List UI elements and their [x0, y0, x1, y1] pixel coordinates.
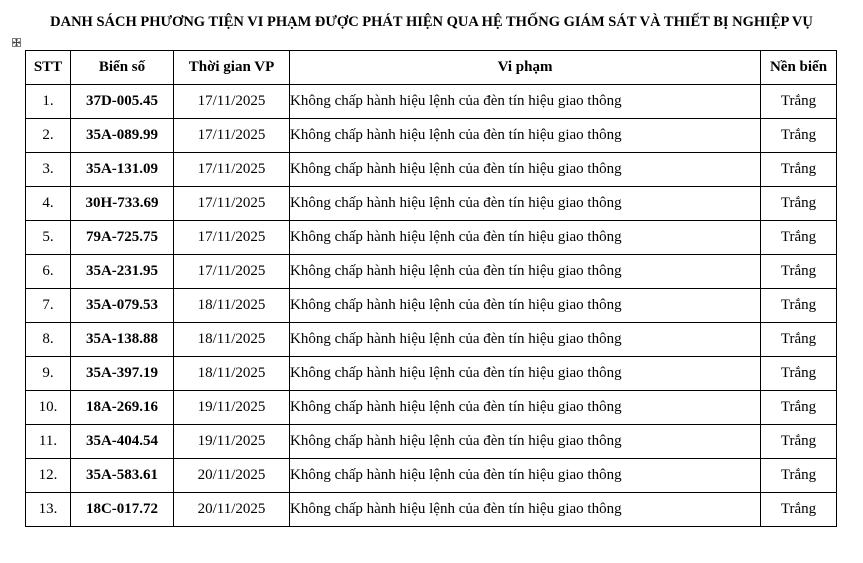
cell-stt: 2.	[26, 119, 71, 153]
table-row	[26, 459, 837, 493]
table-row	[26, 425, 837, 459]
table-row	[26, 85, 837, 119]
move-arrows-icon	[13, 39, 20, 46]
cell-stt: 5.	[26, 221, 71, 255]
cell-stt: 8.	[26, 323, 71, 357]
table-row	[26, 153, 837, 187]
table-row	[26, 289, 837, 323]
document-title: DANH SÁCH PHƯƠNG TIỆN VI PHẠM ĐƯỢC PHÁT HIỆN QUA HỆ THỐNG GIÁM SÁT VÀ THIẾT BỊ NGHIỆP VỤ	[50, 14, 813, 30]
cell-violation: Không chấp hành hiệu lệnh của đèn tín hiệu giao thông	[290, 85, 761, 119]
cell-plate: 79A-725.75	[71, 221, 174, 255]
cell-plate: 35A-583.61	[71, 459, 174, 493]
cell-background: Trắng	[761, 459, 837, 493]
table-move-handle-icon[interactable]	[12, 38, 21, 47]
cell-plate: 35A-397.19	[71, 357, 174, 391]
cell-background: Trắng	[761, 289, 837, 323]
table-row	[26, 221, 837, 255]
cell-background: Trắng	[761, 357, 837, 391]
cell-time: 17/11/2025	[174, 85, 290, 119]
cell-plate: 35A-079.53	[71, 289, 174, 323]
cell-plate: 18A-269.16	[71, 391, 174, 425]
cell-time: 17/11/2025	[174, 119, 290, 153]
cell-stt: 3.	[26, 153, 71, 187]
cell-violation: Không chấp hành hiệu lệnh của đèn tín hiệu giao thông	[290, 391, 761, 425]
cell-background: Trắng	[761, 255, 837, 289]
cell-background: Trắng	[761, 221, 837, 255]
cell-violation: Không chấp hành hiệu lệnh của đèn tín hiệu giao thông	[290, 357, 761, 391]
cell-stt: 7.	[26, 289, 71, 323]
cell-plate: 37D-005.45	[71, 85, 174, 119]
cell-time: 18/11/2025	[174, 289, 290, 323]
cell-plate: 30H-733.69	[71, 187, 174, 221]
cell-stt: 6.	[26, 255, 71, 289]
cell-time: 20/11/2025	[174, 493, 290, 527]
header-background: Nền biển	[761, 51, 837, 85]
cell-violation: Không chấp hành hiệu lệnh của đèn tín hiệu giao thông	[290, 221, 761, 255]
cell-background: Trắng	[761, 425, 837, 459]
cell-background: Trắng	[761, 119, 837, 153]
cell-time: 18/11/2025	[174, 357, 290, 391]
cell-plate: 35A-089.99	[71, 119, 174, 153]
cell-stt: 11.	[26, 425, 71, 459]
cell-violation: Không chấp hành hiệu lệnh của đèn tín hiệu giao thông	[290, 425, 761, 459]
table-row	[26, 357, 837, 391]
cell-time: 19/11/2025	[174, 425, 290, 459]
cell-stt: 1.	[26, 85, 71, 119]
cell-violation: Không chấp hành hiệu lệnh của đèn tín hiệu giao thông	[290, 119, 761, 153]
cell-plate: 18C-017.72	[71, 493, 174, 527]
cell-stt: 12.	[26, 459, 71, 493]
cell-background: Trắng	[761, 187, 837, 221]
cell-stt: 9.	[26, 357, 71, 391]
cell-stt: 13.	[26, 493, 71, 527]
cell-violation: Không chấp hành hiệu lệnh của đèn tín hiệu giao thông	[290, 459, 761, 493]
cell-time: 17/11/2025	[174, 153, 290, 187]
cell-plate: 35A-131.09	[71, 153, 174, 187]
cell-time: 17/11/2025	[174, 221, 290, 255]
cell-time: 17/11/2025	[174, 187, 290, 221]
table-body	[26, 85, 837, 527]
cell-time: 17/11/2025	[174, 255, 290, 289]
cell-stt: 10.	[26, 391, 71, 425]
header-stt: STT	[26, 51, 71, 85]
header-time: Thời gian VP	[174, 51, 290, 85]
cell-time: 19/11/2025	[174, 391, 290, 425]
header-plate: Biển số	[71, 51, 174, 85]
cell-violation: Không chấp hành hiệu lệnh của đèn tín hiệu giao thông	[290, 255, 761, 289]
header-violation: Vi phạm	[290, 51, 761, 85]
table-row	[26, 391, 837, 425]
cell-plate: 35A-138.88	[71, 323, 174, 357]
cell-background: Trắng	[761, 153, 837, 187]
cell-violation: Không chấp hành hiệu lệnh của đèn tín hiệu giao thông	[290, 493, 761, 527]
cell-violation: Không chấp hành hiệu lệnh của đèn tín hiệu giao thông	[290, 323, 761, 357]
cell-background: Trắng	[761, 323, 837, 357]
table-row	[26, 323, 837, 357]
cell-stt: 4.	[26, 187, 71, 221]
cell-background: Trắng	[761, 85, 837, 119]
cell-background: Trắng	[761, 391, 837, 425]
table-row	[26, 493, 837, 527]
table-row	[26, 255, 837, 289]
cell-time: 18/11/2025	[174, 323, 290, 357]
violations-table	[25, 50, 837, 527]
cell-time: 20/11/2025	[174, 459, 290, 493]
table-row	[26, 119, 837, 153]
cell-violation: Không chấp hành hiệu lệnh của đèn tín hiệu giao thông	[290, 187, 761, 221]
table-header-row	[26, 51, 837, 85]
cell-background: Trắng	[761, 493, 837, 527]
cell-plate: 35A-404.54	[71, 425, 174, 459]
cell-plate: 35A-231.95	[71, 255, 174, 289]
table-row	[26, 187, 837, 221]
cell-violation: Không chấp hành hiệu lệnh của đèn tín hiệu giao thông	[290, 289, 761, 323]
cell-violation: Không chấp hành hiệu lệnh của đèn tín hiệu giao thông	[290, 153, 761, 187]
